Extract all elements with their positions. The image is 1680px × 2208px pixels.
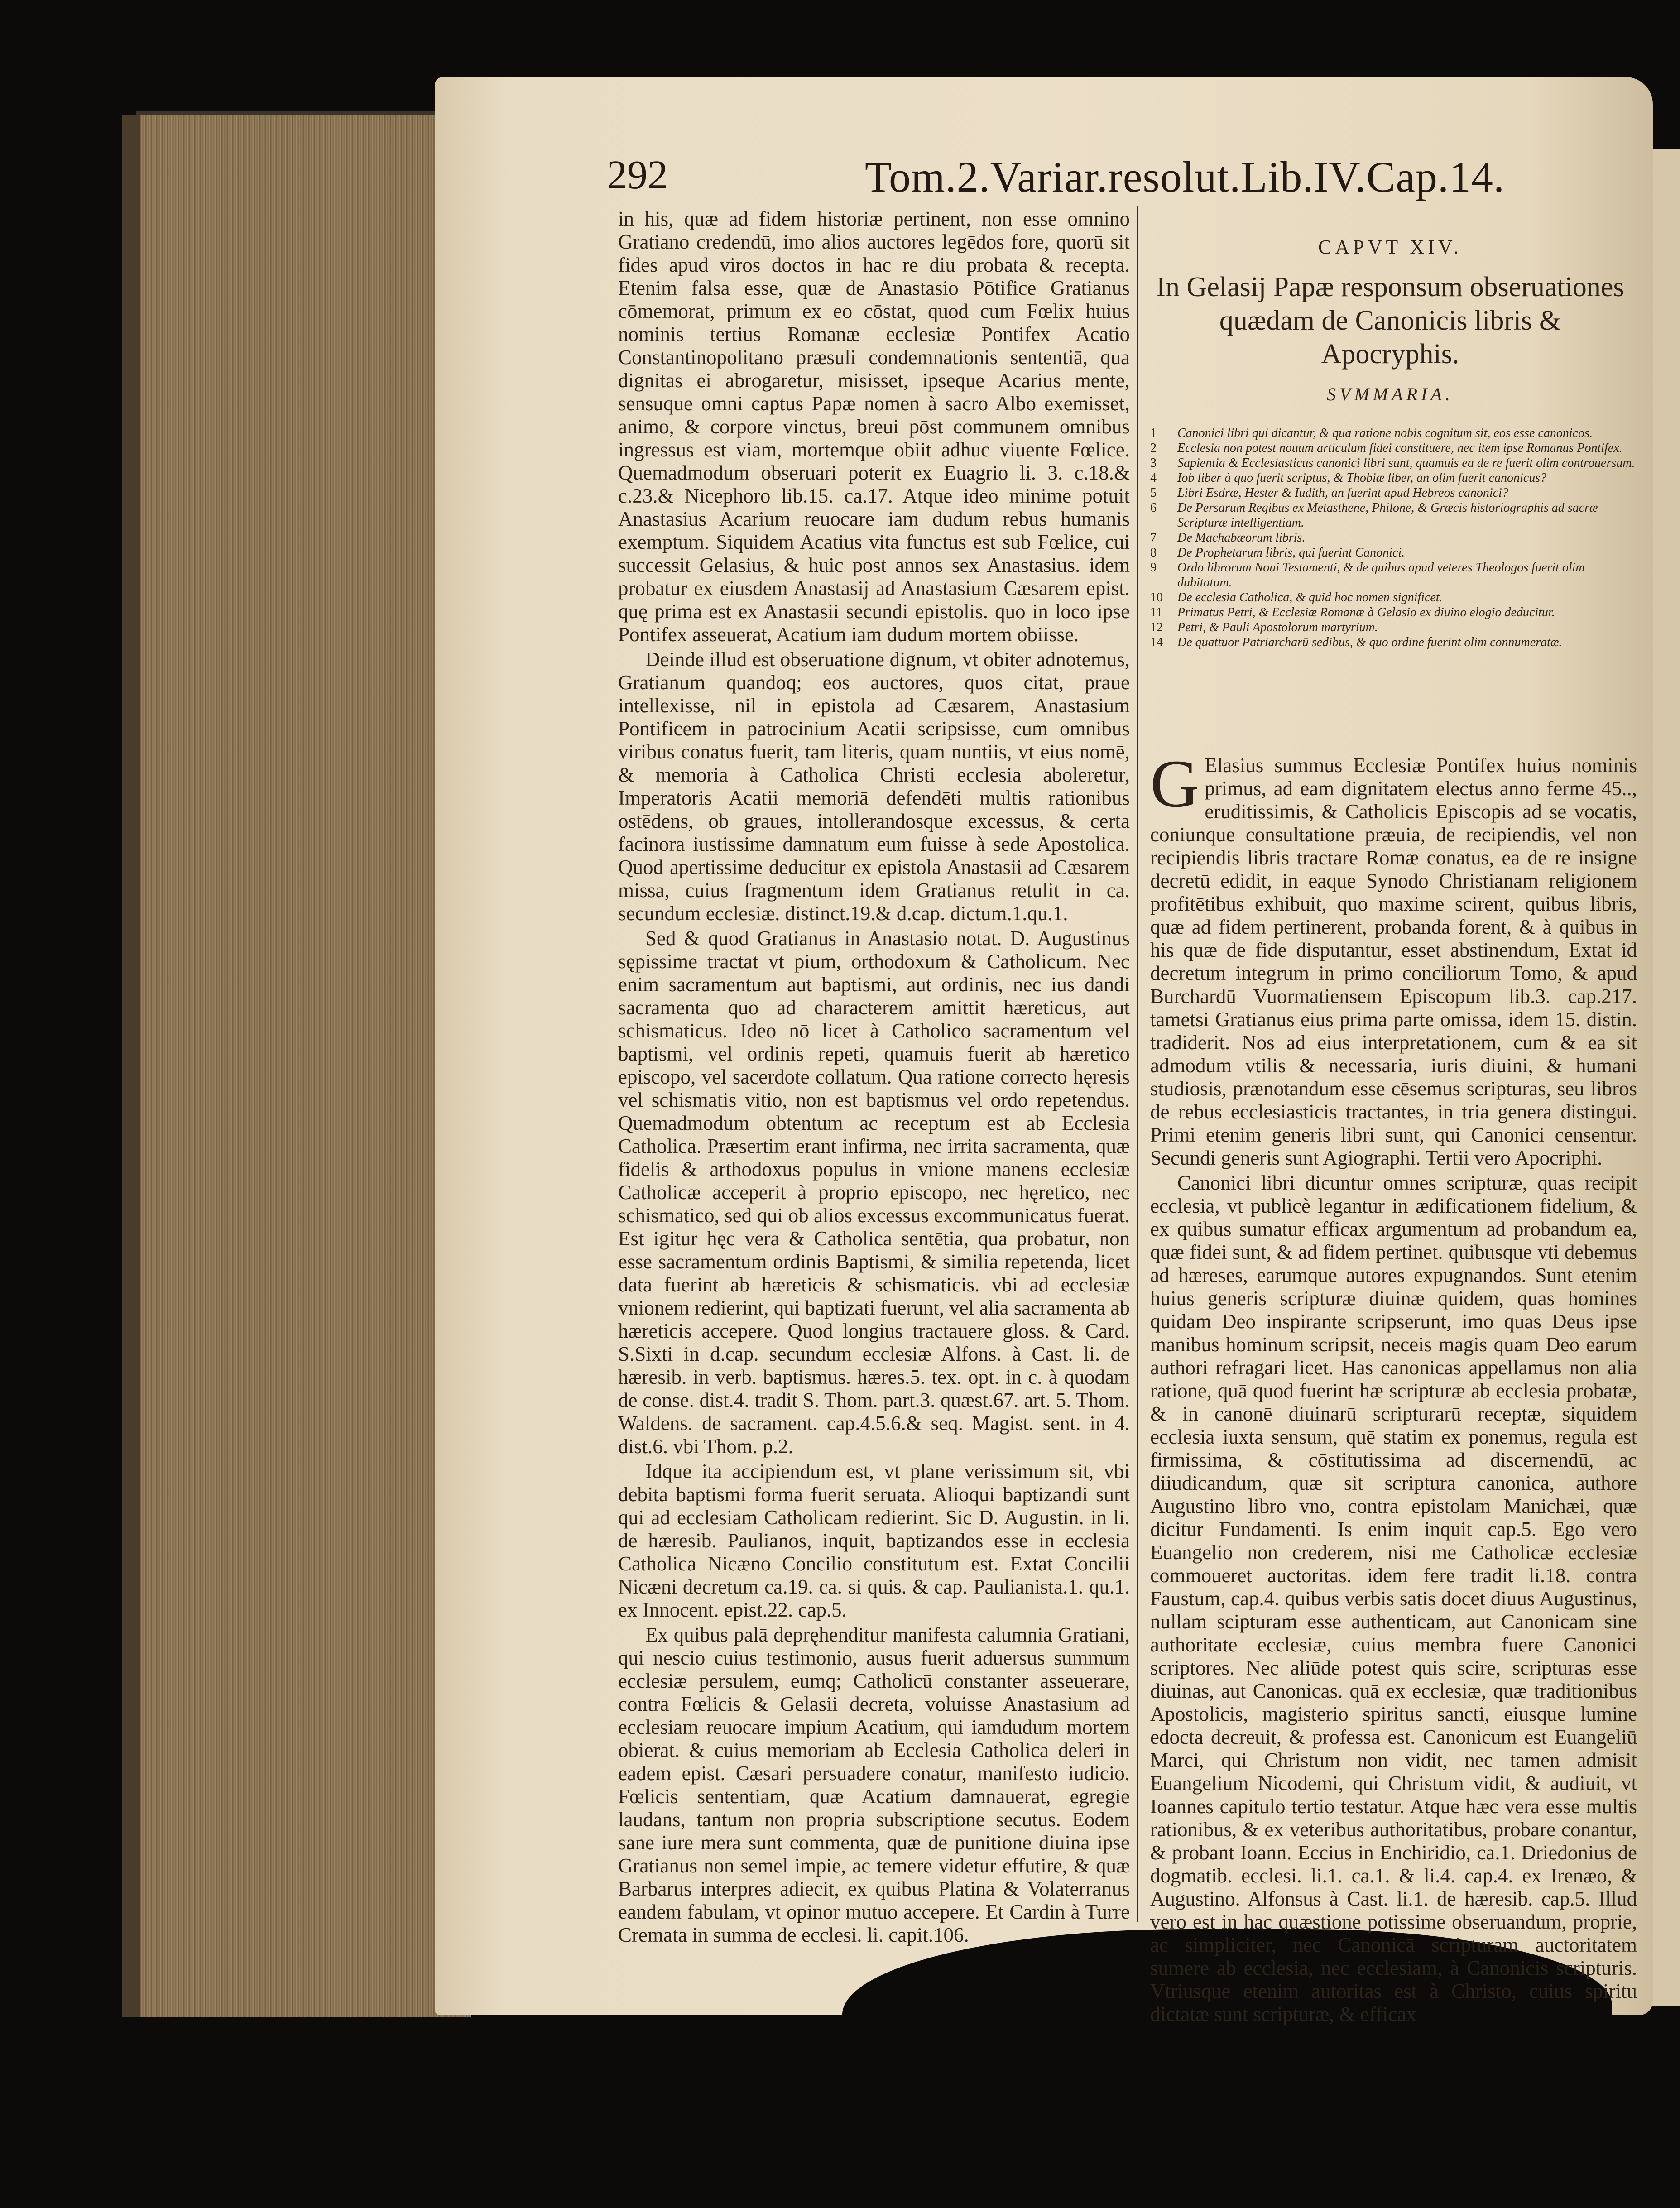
chapter-title: In Gelasij Papæ responsum obseruationes quædam de Canonicis libris & Apocryphis.: [1156, 272, 1624, 370]
column-rule: [1137, 206, 1138, 1922]
chapter-number: CAPVT XIV.: [1318, 236, 1462, 258]
summary-item: 3 Sapientia & Ecclesiasticus canonici libri sunt, quamuis ea de re fuerit olim controuersum.: [1150, 456, 1635, 470]
chapter-heading: [1150, 235, 1630, 405]
summary-item: 6 De Persarum Regibus ex Metasthene, Philone, & Græcis historiographis ad sacræ Scripturæ intelligentiam.: [1150, 501, 1598, 530]
summary-item: 2 Ecclesia non potest nouum articulum fidei constituere, nec item ipse Romanus Pontifex.: [1150, 441, 1622, 455]
summary-item: 12 Petri, & Pauli Apostolorum martyrium.: [1150, 620, 1378, 634]
paragraph: Sed & quod Gratianus in Anastasio notat. D. Augustinus sępissime tractat vt pium, orthodoxum & Catholicum. Nec enim sacramentum aut baptismi, aut ordinis, nec ius dandi sacramenta quo ad characterem amittit hæreticus, aut schismaticus. Ideo nō licet à Catholico sacramentum vel baptismi, vel ordinis repeti, quamuis fuerit ab hæretico episcopo, vel sacerdote collatum. Qua ratione correcto hęresis vel schismatis vitio, non est baptismus vel ordo repetendus. Quemadmodum obtentum ac receptum est ab Ecclesia Catholica. Præsertim erant infirma, nec irrita sacramenta, quæ fidelis & arthodoxus populus in vnione manens ecclesiæ Catholicæ acceperit à proprio episcopo, nec hęretico, nec schismatico, sed qui ob alios excessus excommunicatus fuerat. Est igitur hęc vera & Catholica sentētia, qua probatur, non esse sacramentum ordinis Baptismi, & similia repetenda, licet data fuerint ab hæreticis & schismaticis. vbi ad ecclesiæ vnionem redierint, qui baptizati fuerunt, vel alia sacramenta ab hæreticis accepere. Quod longius tractauere gloss. & Card. S.Sixti in d.cap. secundum ecclesiæ Alfons. à Cast. li. de hæresib. in verb. baptismus. hæres.5. tex. opt. in c. à quodam de conse. dist.4. tradit S. Thom. part.3. quæst.67. art. 5. Thom. Waldens. de sacrament. cap.4.5.6.& seq. Magist. sent. in 4. dist.6. vbi Thom. p.2.: [618, 927, 1130, 1458]
summary-item: 7 De Machabæorum libris.: [1150, 531, 1306, 545]
paragraph: Deinde illud est obseruatione dignum, vt obiter adnotemus, Gratianum quandoq; eos auctores, quos citat, praue intellexisse, nil in epistola ad Cæsarem, Anastasium Pontificem in patrocinium Acatii scripsisse, cum omnibus viribus conatus fuerit, tam literis, quam nuntiis, vt eius nomē, & memoria à Catholica Christi ecclesia aboleretur, Imperatoris Acatii memoriā defendēti multis rationibus ostēdens, ob graues, intollerandosque excessus, & certa facinora iustissime damnatum eum fuisse à sede Apostolica. Quod apertissime deducitur ex epistola Anastasii ad Cæsarem missa, cuius fragmentum idem Gratianus retulit in ca. secundum ecclesiæ. distinct.19.& d.cap. dictum.1.qu.1.: [618, 648, 1130, 925]
summary-item: 1 Canonici libri qui dicantur, & qua ratione nobis cognitum sit, eos esse canonicos.: [1150, 426, 1593, 440]
left-column: [618, 207, 1130, 1946]
summary-item: 5 Libri Esdræ, Hester & Iudith, an fuerint apud Hebreos canonici?: [1150, 486, 1508, 500]
summary-item: 8 De Prophetarum libris, qui fuerint Canonici.: [1150, 546, 1405, 560]
summary-item: 14 De quattuor Patriarcharū sedibus, & quo ordine fuerint olim connumeratæ.: [1150, 635, 1562, 649]
right-column: [1150, 746, 1637, 2026]
page-number: 292: [607, 153, 668, 197]
drop-cap: G: [1150, 746, 1200, 821]
paragraph: Canonici libri dicuntur omnes scripturæ, quas recipit ecclesia, vt publicè legantur in ædificationem fidelium, & ex quibus sumatur efficax argumentum ad probandum ea, quæ fidei sunt, & ad fidem pertinet. quibusque vti debemus ad hæreses, earumque autores expugnandos. Sunt etenim huius generis scripturæ diuinæ quidem, quas homines quidam Deo inspirante scripserunt, imo quas Deus ipse manibus hominum scripsit, neceis magis quam Deo earum authori refragari licet. Has canonicas appellamus non alia ratione, quā quod fuerint hæ scripturæ ab ecclesia probatæ, & in canonē diuinarū scripturarū receptæ, siquidem ecclesia iuxta sensum, quē statim ex ponemus, regula est firmissima, & cōstitutissima ad discernendū, ac diiudicandum, quæ sit scriptura canonica, authore Augustino libro vno, contra epistolam Manichæi, quæ dicitur Fundamenti. Is enim inquit cap.5. Ego vero Euangelio non crederem, nisi me Catholicæ ecclesiæ commoueret auctoritas. idem fere tradit li.18. contra Faustum, cap.4. quibus verbis satis docet diuus Augustinus, nullam scipturam esse authenticam, aut Canonicam sine authoritate ecclesiæ, cuius membra fuere Canonici scriptores. Nec aliūde potest quis scire, scripturas esse diuinas, aut Canonicas. quā ex ecclesiæ, quæ traditionibus Apostolicis, magisterio spiritus sancti, eiusque lumine edocta decreuit, & professa est. Canonicum est Euangeliū Marci, qui Christum non vidit, nec tamen admisit Euangelium Nicodemi, qui Christum vidit, & audiuit, vt Ioannes capitulo tertio testatur. Atque hæc vera esse multis rationibus, & ex veteribus authoritatibus, probare conantur, & probant Ioann. Eccius in Enchiridio, ca.1. Driedonius de dogmatib. ecclesi. li.1. ca.1. & li.4. cap.4. ex Irenæo, & Augustino. Alfonsus à Cast. li.1. de hæresib. cap.5. Illud vero est in hac quæstione potissime obseruandum, proprie, ac simpliciter, nec Canonicā scripturam auctoritatem sumere ab ecclesia, nec ecclesiam, à Canonicis scripturis. Vtriusque etenim autoritas est à Christo, cuius spiritu dictatæ sunt scripturæ, & efficax: [1150, 1171, 1637, 2026]
summary-item: 4 Iob liber à quo fuerit scriptus, & Thobiæ liber, an olim fuerit canonicus?: [1150, 471, 1547, 485]
summary-item: 9 Ordo librorum Noui Testamenti, & de quibus apud veteres Theologos fuerit olim dubitatum.: [1150, 561, 1585, 590]
summary-item: 11 Primatus Petri, & Ecclesiæ Romanæ à Gelasio ex diuino elogio deducitur.: [1150, 605, 1555, 619]
paragraph: Ex quibus palā depręhenditur manifesta calumnia Gratiani, qui nescio cuius testimonio, ausus fuerit aduersus summum ecclesiæ persulem, eumq; Catholicū constanter asseuerare, contra Fœlicis & Gelasii decreta, voluisse Anastasium ad ecclesiam reuocare impium Acatium, qui iamdudum mortem obierat. & cuius memoriam ab Ecclesia Catholica deleri in eadem epist. Cæsari persuadere conatur, manifesto iudicio. Fœlicis sententiam, quæ Acatium damnauerat, egregie laudans, tantum non propria subscriptione secutus. Eodem sane iure mera sunt commenta, quæ de punitione diuina ipse Gratianus non semel impie, ac temere videtur effutire, & quæ Barbarus interpres adiecit, ex quibus Platina & Volaterranus eandem fabulam, vt opinor mutuo accepere. Et Cardin à Turre Cremata in summa de ecclesi. li. capit.106.: [618, 1623, 1130, 1946]
running-head: Tom.2.Variar.resolut.Lib.IV.Cap.14.: [865, 153, 1505, 201]
page-block-edge: [122, 115, 471, 2017]
paragraph: G Elasius summus Ecclesiæ Pontifex huius nominis primus, ad eam dignitatem electus anno ferme 45.., eruditissimis, & Catholicis Episcopis ad se vocatis, coniunque consultatione præuia, de recipiendis, vel non recipiendis libris tractare Romæ conatus, ea de re insigne decretū edidit, in eaque Synodo Christianam religionem profitētibus exhibuit, quo maxime scirent, quibus libris, quæ ad fidem pertinerent, probanda forent, & à quibus in his quæ de fide disputantur, esset abstinendum, Extat id decretum integrum in primo conciliorum Tomo, & apud Burchardū Vuormatiensem Episcopum lib.3. cap.217. tametsi Gratianus eius prima parte omissa, idem 15. distin. tradiderit. Nos ad eius interpretationem, cum & ea sit admodum vtilis & necessaria, iuris diuini, & humani studiosis, prænotandum esse cēsemus scripturas, seu libros de rebus ecclesiasticis tractantes, in tria genera distingui. Primi etenim generis libri sunt, qui Canonici censentur. Secundi generis sunt Agiographi. Tertii vero Apocriphi.: [1150, 746, 1637, 1169]
summaria-label: SVMMARIA.: [1327, 384, 1454, 404]
summaria-list: [1150, 426, 1637, 650]
paragraph: in his, quæ ad fidem historiæ pertinent, non esse omnino Gratiano credendū, imo alios auctores legēdos fore, quorū sit fides apud viros doctos in hac re diu probata & recepta. Etenim falsa esse, quæ de Anastasio Pōtifice Gratianus cōmemorat, primum ex eo cōstat, quod cum Fœlix huius nominis tertius Romanæ ecclesiæ Pontifex Acatio Constantinopolitano præsuli condemnationis sententiā, qua dignitas ei abrogaretur, misisset, ipseque Acarius mente, sensuque omni captus Papæ nomen à sacro Albo exemisset, animo, & corpore vinctus, breui pōst communem omnibus ingressus est viam, mortemque obiit adhuc viuente Fœlice. Quemadmodum obseruari poterit ex Euagrio li. 3. c.18.& c.23.& Nicephoro lib.15. ca.17. Atque ideo minime potuit Anastasius Acarium reuocare iam dudum rebus humanis exemptum. Siquidem Acatius vita functus est sub Fœlice, cui successit Gelasius, & huic post annos sex Anastasius. idem probatur ex eiusdem Anastasij ad Anastasium Cæsarem epist. quę prima est ex Anastasii secundi epistolis. quo in loco ipse Pontifex asseuerat, Acatium iam dudum mortem obiisse.: [618, 207, 1130, 646]
paragraph: Idque ita accipiendum est, vt plane verissimum sit, vbi debita baptismi forma fuerit seruata. Alioqui baptizandi sunt qui ad ecclesiam Catholicam redierint. Sic D. Augustin. in li. de hæresib. Paulianos, inquit, baptizandos esse in ecclesia Catholica Nicæno Concilio constitutum est. Extat Concilii Nicæni decretum ca.19. ca. si quis. & cap. Paulianista.1. qu.1. ex Innocent. epist.22. cap.5.: [618, 1460, 1130, 1621]
summary-item: 10 De ecclesia Catholica, & quid hoc nomen significet.: [1150, 590, 1443, 605]
